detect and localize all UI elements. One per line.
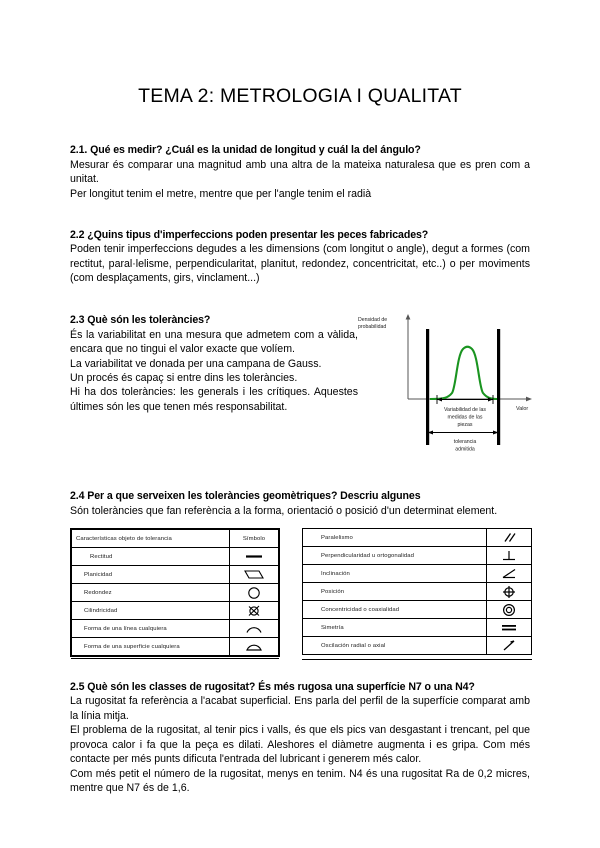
- straightness-icon: [230, 548, 279, 566]
- gauss-chart-svg: [356, 311, 536, 463]
- table-row: [72, 584, 279, 602]
- section-2-4: [70, 489, 530, 657]
- section-2-2-paragraph-1: Poden tenir imperfeccions degudes a les dimensions (com longitut o angle), degut a formes (com rectitut, paral·lelisme, perpendicularitat, planitut, redondez, concentricitat, etc..) o per moviments (com desplaçaments, girs, vinclament...): [70, 243, 530, 285]
- row-label-posicion: Posición: [303, 583, 487, 601]
- table-row: [303, 547, 532, 565]
- row-label-inclinacion: Inclinación: [303, 565, 487, 583]
- section-2-1: [70, 143, 530, 201]
- section-2-3: [70, 313, 530, 463]
- gauss-upper-tolerance-bar: [497, 329, 500, 445]
- table-row: [303, 601, 532, 619]
- table-row: [303, 565, 532, 583]
- table-row: [72, 638, 279, 656]
- angularity-icon: [487, 565, 532, 583]
- row-label-paralelismo: Paralelismo: [303, 529, 487, 547]
- cylindricity-icon: [230, 602, 279, 620]
- table-row: [303, 529, 532, 547]
- document-content: [70, 0, 530, 795]
- section-2-5-heading: 2.5 Què són les classes de rugositat? És més rugosa una superfície N7 o una N4?: [70, 681, 475, 694]
- runout-icon: [487, 637, 532, 655]
- gauss-inner-label-line3: piezas: [457, 422, 473, 429]
- gauss-y-axis-arrow: [406, 314, 411, 320]
- table-row: [72, 548, 279, 566]
- gauss-x-axis-arrow: [526, 397, 532, 402]
- symmetry-icon: [487, 619, 532, 637]
- table-row: [72, 602, 279, 620]
- table-header-symbol: Símbolo: [230, 530, 279, 548]
- tolerance-table-right-wrapper: [302, 528, 532, 657]
- row-label-forma-linea: Forma de una línea cualquiera: [72, 620, 230, 638]
- table-row: [72, 620, 279, 638]
- table-row: [303, 583, 532, 601]
- gauss-inner-label-line1: Variabilidad de las: [443, 407, 487, 414]
- section-2-3-heading: 2.3 Què són les toleràncies?: [70, 314, 211, 327]
- row-label-oscilacion: Oscilación radial o axial: [303, 637, 487, 655]
- section-2-2: [70, 228, 530, 286]
- page-title: TEMA 2: METROLOGIA I QUALITAT: [138, 85, 462, 107]
- gauss-x-axis-label: Valor: [516, 406, 529, 413]
- row-label-cilindricidad: Cilindricidad: [72, 602, 230, 620]
- section-2-1-heading: 2.1. Qué es medir? ¿Cuál es la unidad de longitud y cuál la del ángulo?: [70, 144, 421, 157]
- gauss-y-axis-label-line2: probabilidad: [358, 324, 387, 331]
- section-2-5-paragraph-1: La rugositat fa referència a l'acabat superficial. Ens parla del perfil de la superfície comparat amb la línia mitja.: [70, 695, 530, 722]
- row-label-perpendicularidad: Perpendicularidad u ortogonalidad: [303, 547, 487, 565]
- tolerance-table-left-wrapper: [70, 528, 280, 657]
- gauss-y-axis-label-line1: Densidad de: [358, 317, 388, 324]
- concentricity-icon: [487, 601, 532, 619]
- section-2-4-paragraph-1: Són toleràncies que fan referència a la forma, orientació o posició d'un determinat element.: [70, 504, 498, 517]
- table-row: [72, 566, 279, 584]
- section-2-3-paragraph-3: Un procés és capaç si entre dins les toleràncies.: [70, 371, 298, 384]
- table-row: [303, 619, 532, 637]
- tolerance-table-left: [71, 529, 279, 656]
- line-profile-icon: [230, 620, 279, 638]
- row-label-planicidad: Planicidad: [72, 566, 230, 584]
- section-2-5-paragraph-2: El problema de la rugositat, al tenir pics i valls, és que els pics van desgastant i trencant, pel que provoca calor i fa que la peça es dilati. Aleshores el diàmetre augmenta i es gripa. Com més contacte per més punts dificuta l'entrada del lubricant i generem més calor.: [70, 724, 530, 766]
- table-row: [303, 637, 532, 655]
- roundness-icon: [230, 584, 279, 602]
- row-label-concentricidad: Concentricidad o coaxialidad: [303, 601, 487, 619]
- gauss-outer-label-line2: admitida: [455, 446, 475, 453]
- flatness-icon: [230, 566, 279, 584]
- row-label-simetria: Simetría: [303, 619, 487, 637]
- table-header-row: [72, 530, 279, 548]
- section-2-5: [70, 680, 530, 795]
- perpendicularity-icon: [487, 547, 532, 565]
- surface-profile-icon: [230, 638, 279, 656]
- section-2-1-paragraph-2: Per longitut tenim el metre, mentre que per l'angle tenim el radià: [70, 187, 372, 200]
- gauss-inner-label-line2: medidas de las: [447, 414, 483, 421]
- section-2-3-text-column: [70, 313, 358, 414]
- gauss-curve: [430, 347, 497, 399]
- section-2-3-paragraph-1: És la variabilitat en una mesura que admetem com a vàlida, encara que no tingui el valor exacte que volíem.: [70, 328, 358, 356]
- section-2-2-heading: 2.2 ¿Quins tipus d'imperfeccions poden presentar les peces fabricades?: [70, 228, 429, 241]
- section-2-3-paragraph-2: La variabilitat ve donada per una campana de Gauss.: [70, 357, 322, 370]
- gauss-outer-label-line1: tolerancia: [453, 439, 477, 446]
- geometric-tolerance-tables: [70, 528, 530, 657]
- tolerance-table-right: [302, 528, 532, 655]
- row-label-redondez: Redondez: [72, 584, 230, 602]
- parallelism-icon: [487, 529, 532, 547]
- row-label-forma-superficie: Forma de una superficie cualquiera: [72, 638, 230, 656]
- section-2-4-heading: 2.4 Per a que serveixen les toleràncies geomètriques? Descriu algunes: [70, 490, 421, 503]
- gauss-lower-tolerance-bar: [426, 329, 429, 445]
- gauss-distribution-figure: [356, 311, 536, 463]
- row-label-rectitud: Rectitud: [72, 548, 230, 566]
- section-2-3-paragraph-4: Hi ha dos toleràncies: les generals i les crítiques. Aquestes últimes són les que tenen més responsabilitat.: [70, 386, 358, 413]
- position-icon: [487, 583, 532, 601]
- section-2-5-paragraph-3: Com més petit el número de la rugositat, menys en tenim. N4 és una rugositat Ra de 0,2 micres, mentre que N7 és de 1,6.: [70, 767, 530, 794]
- section-2-1-paragraph-1: Mesurar és comparar una magnitud amb una altra de la mateixa naturalesa que es pren com a unitat.: [70, 158, 530, 186]
- table-header-characteristic: Características objeto de tolerancia: [72, 530, 230, 548]
